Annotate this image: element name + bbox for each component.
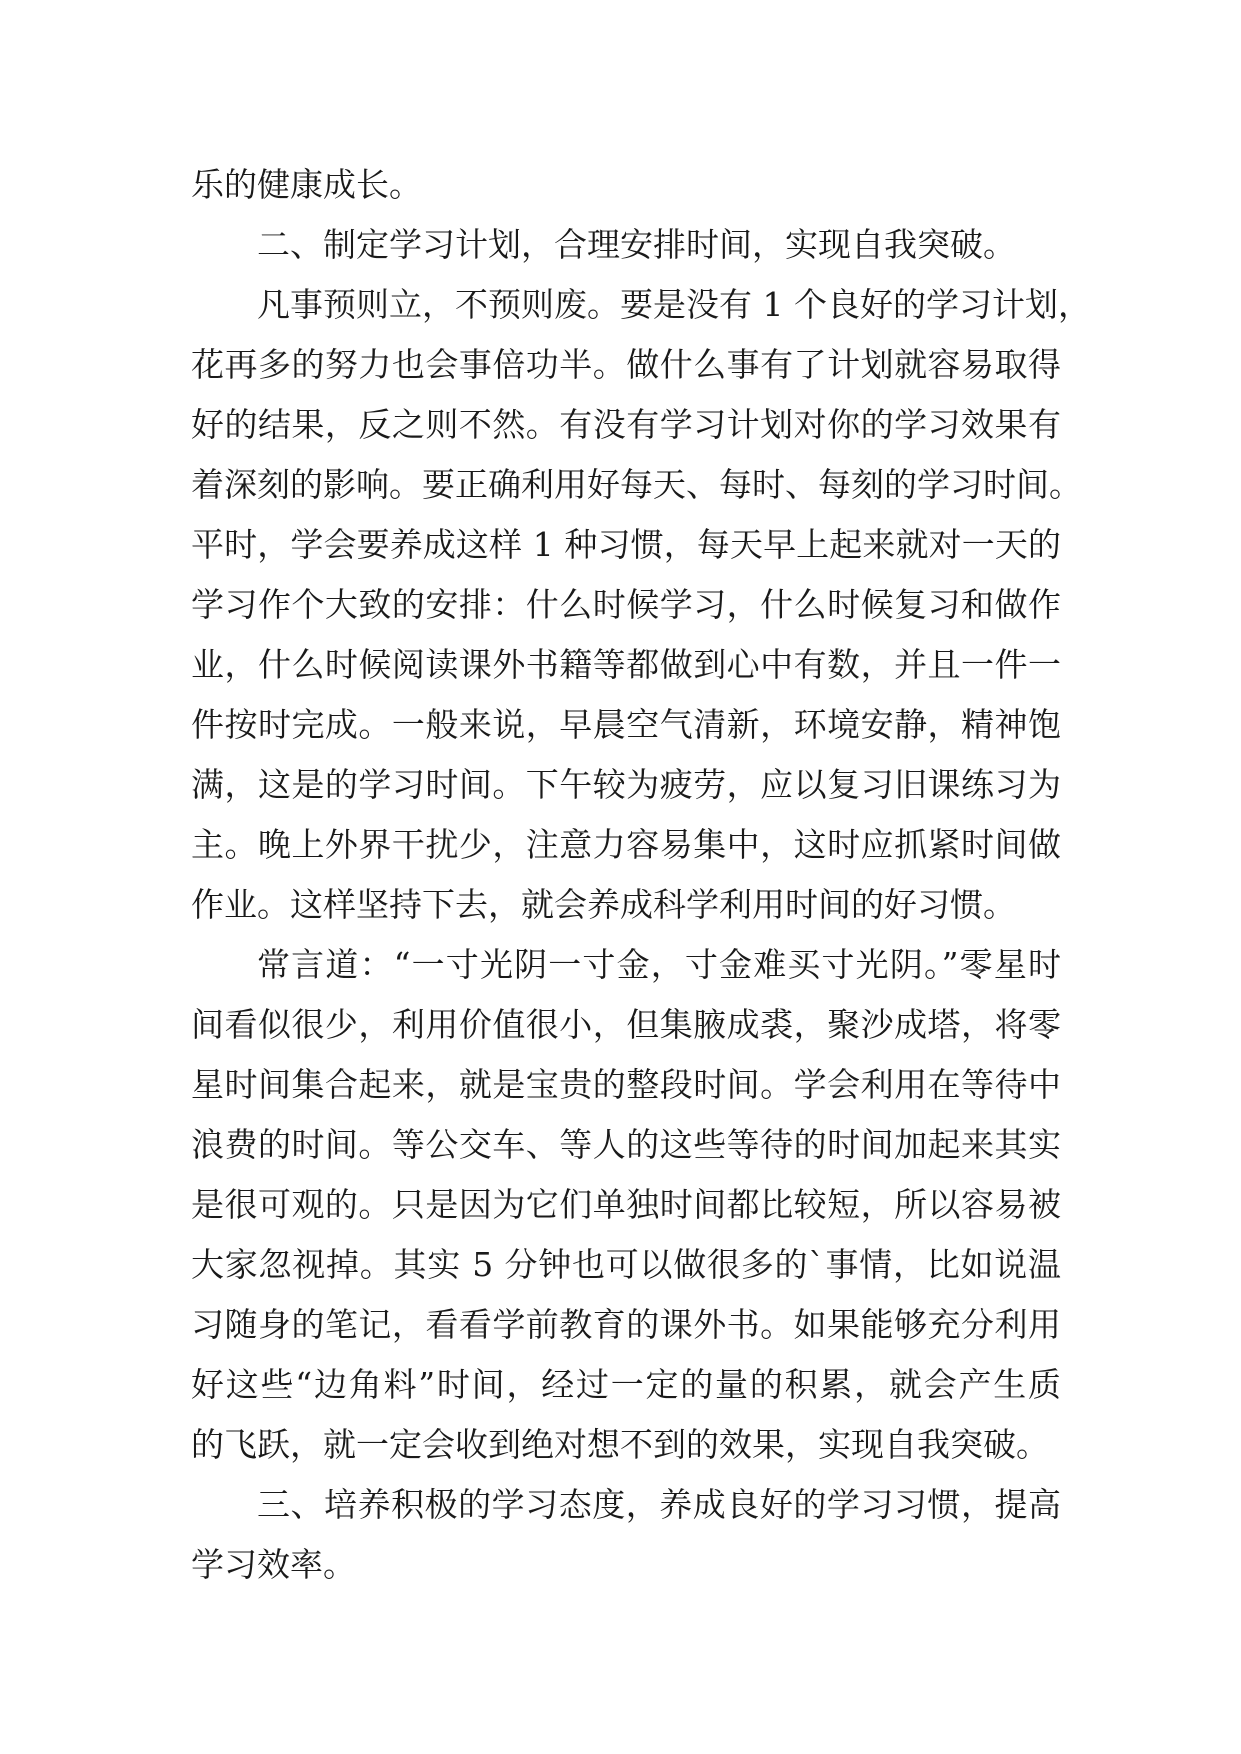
text-line: 主。晚上外界干扰少，注意力容易集中，这时应抓紧时间做	[191, 825, 1061, 864]
text-line: 浪费的时间。等公交车、等人的这些等待的时间加起来其实	[191, 1125, 1061, 1164]
text-line: 星时间集合起来，就是宝贵的整段时间。学会利用在等待中	[191, 1065, 1061, 1104]
text-line: 作业。这样坚持下去，就会养成科学利用时间的好习惯。	[191, 885, 1016, 924]
text-line: 凡事预则立，不预则废。要是没有 1 个良好的学习计划，	[257, 285, 1091, 324]
text-line: 间看似很少，利用价值很小，但集腋成裘，聚沙成塔，将零	[191, 1005, 1061, 1044]
text-line: 好的结果，反之则不然。有没有学习计划对你的学习效果有	[191, 405, 1061, 444]
text-line: 业，什么时候阅读课外书籍等都做到心中有数，并且一件一	[191, 645, 1061, 684]
section-heading-3: 三、培养积极的学习态度，养成良好的学习习惯，提高	[257, 1485, 1061, 1524]
body-text	[191, 155, 1091, 1595]
text-line: 件按时完成。一般来说，早晨空气清新，环境安静，精神饱	[191, 705, 1061, 744]
text-line: 学习效率。	[191, 1545, 356, 1584]
text-line: 平时，学会要养成这样 1 种习惯，每天早上起来就对一天的	[191, 525, 1061, 564]
section-heading-2: 二、制定学习计划，合理安排时间，实现自我突破。	[257, 225, 1016, 264]
text-line: 常言道：“一寸光阴一寸金，寸金难买寸光阴。”零星时	[257, 945, 1061, 984]
text-line: 是很可观的。只是因为它们单独时间都比较短，所以容易被	[191, 1185, 1061, 1224]
text-line: 满，这是的学习时间。下午较为疲劳，应以复习旧课练习为	[191, 765, 1061, 804]
text-line: 乐的健康成长。	[191, 165, 422, 204]
text-line: 大家忽视掉。其实 5 分钟也可以做很多的`事情，比如说温	[191, 1245, 1061, 1284]
text-line: 的飞跃，就一定会收到绝对想不到的效果，实现自我突破。	[191, 1425, 1049, 1464]
text-line: 好这些“边角料”时间，经过一定的量的积累，就会产生质	[191, 1365, 1061, 1404]
text-line: 着深刻的影响。要正确利用好每天、每时、每刻的学习时间。	[191, 465, 1082, 504]
text-line: 学习作个大致的安排：什么时候学习，什么时候复习和做作	[191, 585, 1061, 624]
text-line: 习随身的笔记，看看学前教育的课外书。如果能够充分利用	[191, 1305, 1061, 1344]
text-line: 花再多的努力也会事倍功半。做什么事有了计划就容易取得	[191, 345, 1061, 384]
